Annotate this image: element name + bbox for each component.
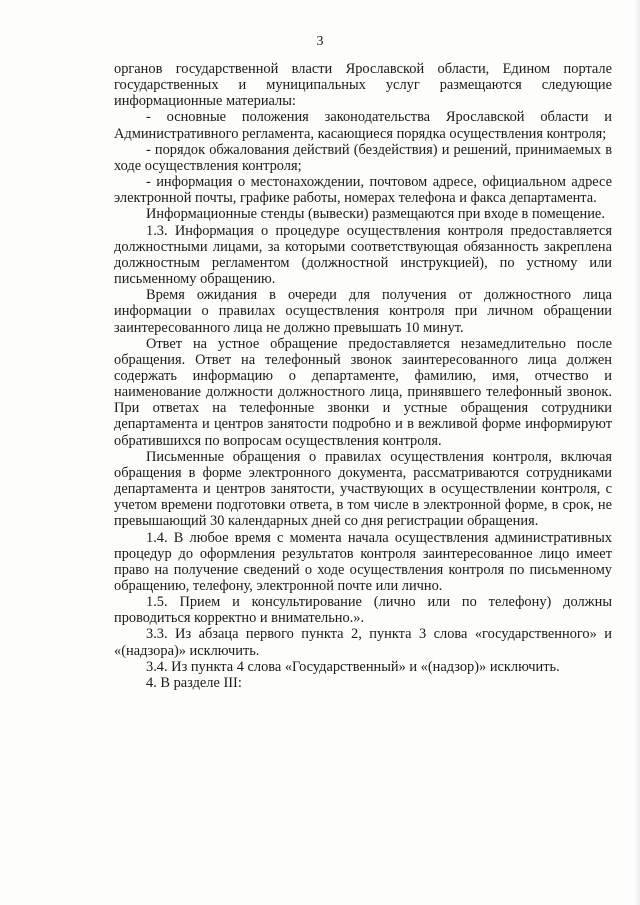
list-item-contact-info: - информация о местонахождении, почтовом адресе, официальном адресе электронной почты, графике работы, номерах телефона и факса департамента. — [114, 174, 612, 207]
paragraph-continuation: органов государственной власти Ярославской области, Едином портале государственных и муниципальных услуг размещаются следующие информационные материалы: — [114, 61, 612, 110]
paragraph-oral-response: Ответ на устное обращение предоставляется незамедлительно после обращения. Ответ на телефонный звонок заинтересованного лица должен содержать информацию о департаменте, фамилию, имя, отчество и наименование должности должностного лица, принявшего телефонный звонок. При ответах на телефонные звонки и устные обращения сотрудники департамента и центров занятости подробно и в вежливой форме информируют обратившихся по вопросам осуществления контроля. — [114, 335, 612, 449]
paragraph-info-stands: Информационные стенды (вывески) размещаются при входе в помещение. — [146, 206, 605, 223]
clause-3-4: 3.4. Из пункта 4 слова «Государственный» и «(надзор)» исключить. — [146, 658, 560, 675]
list-item-appeal-procedure: - порядок обжалования действий (бездействия) и решений, принимаемых в ходе осуществления контроля; — [114, 141, 612, 174]
page-number: 3 — [316, 34, 324, 49]
paragraph-written-requests: Письменные обращения о правилах осуществления контроля, включая обращения в форме электронного документа, рассматриваются сотрудниками департамента и центров занятости, участвующих в осуществлении контроля, с учетом времени подготовки ответа, в том числе в электронной форме, в срок, не превышающий 30 календарных дней со дня регистрации обращения. — [114, 448, 612, 530]
clause-1-4: 1.4. В любое время с момента начала осуществления административных процедур до оформления результатов контроля заинтересованное лицо имеет право на получение сведений о ходе осуществления контроля по письменному обращению, телефону, электронной почте или лично. — [114, 529, 612, 594]
scan-edge-shadow — [634, 0, 640, 905]
clause-1-5: 1.5. Прием и консультирование (лично или по телефону) должны проводиться корректно и внимательно.». — [114, 594, 612, 627]
document-body — [114, 61, 612, 691]
list-item-legislation: - основные положения законодательства Ярославской области и Административного регламента, касающиеся порядка осуществления контроля; — [114, 109, 612, 142]
clause-3-3: 3.3. Из абзаца первого пункта 2, пункта 3 слова «государственного» и «(надзора)» исключить. — [114, 626, 612, 659]
paragraph-waiting-time: Время ожидания в очереди для получения от должностного лица информации о правилах осуществления контроля при личном обращении заинтересованного лица не должно превышать 10 минут. — [114, 287, 612, 336]
clause-4: 4. В разделе III: — [146, 674, 242, 691]
clause-1-3: 1.3. Информация о процедуре осуществления контроля предоставляется должностными лицами, за которыми соответствующая обязанность закреплена должностным регламентом (должностной инструкцией), по устному или письменному обращению. — [114, 222, 612, 288]
